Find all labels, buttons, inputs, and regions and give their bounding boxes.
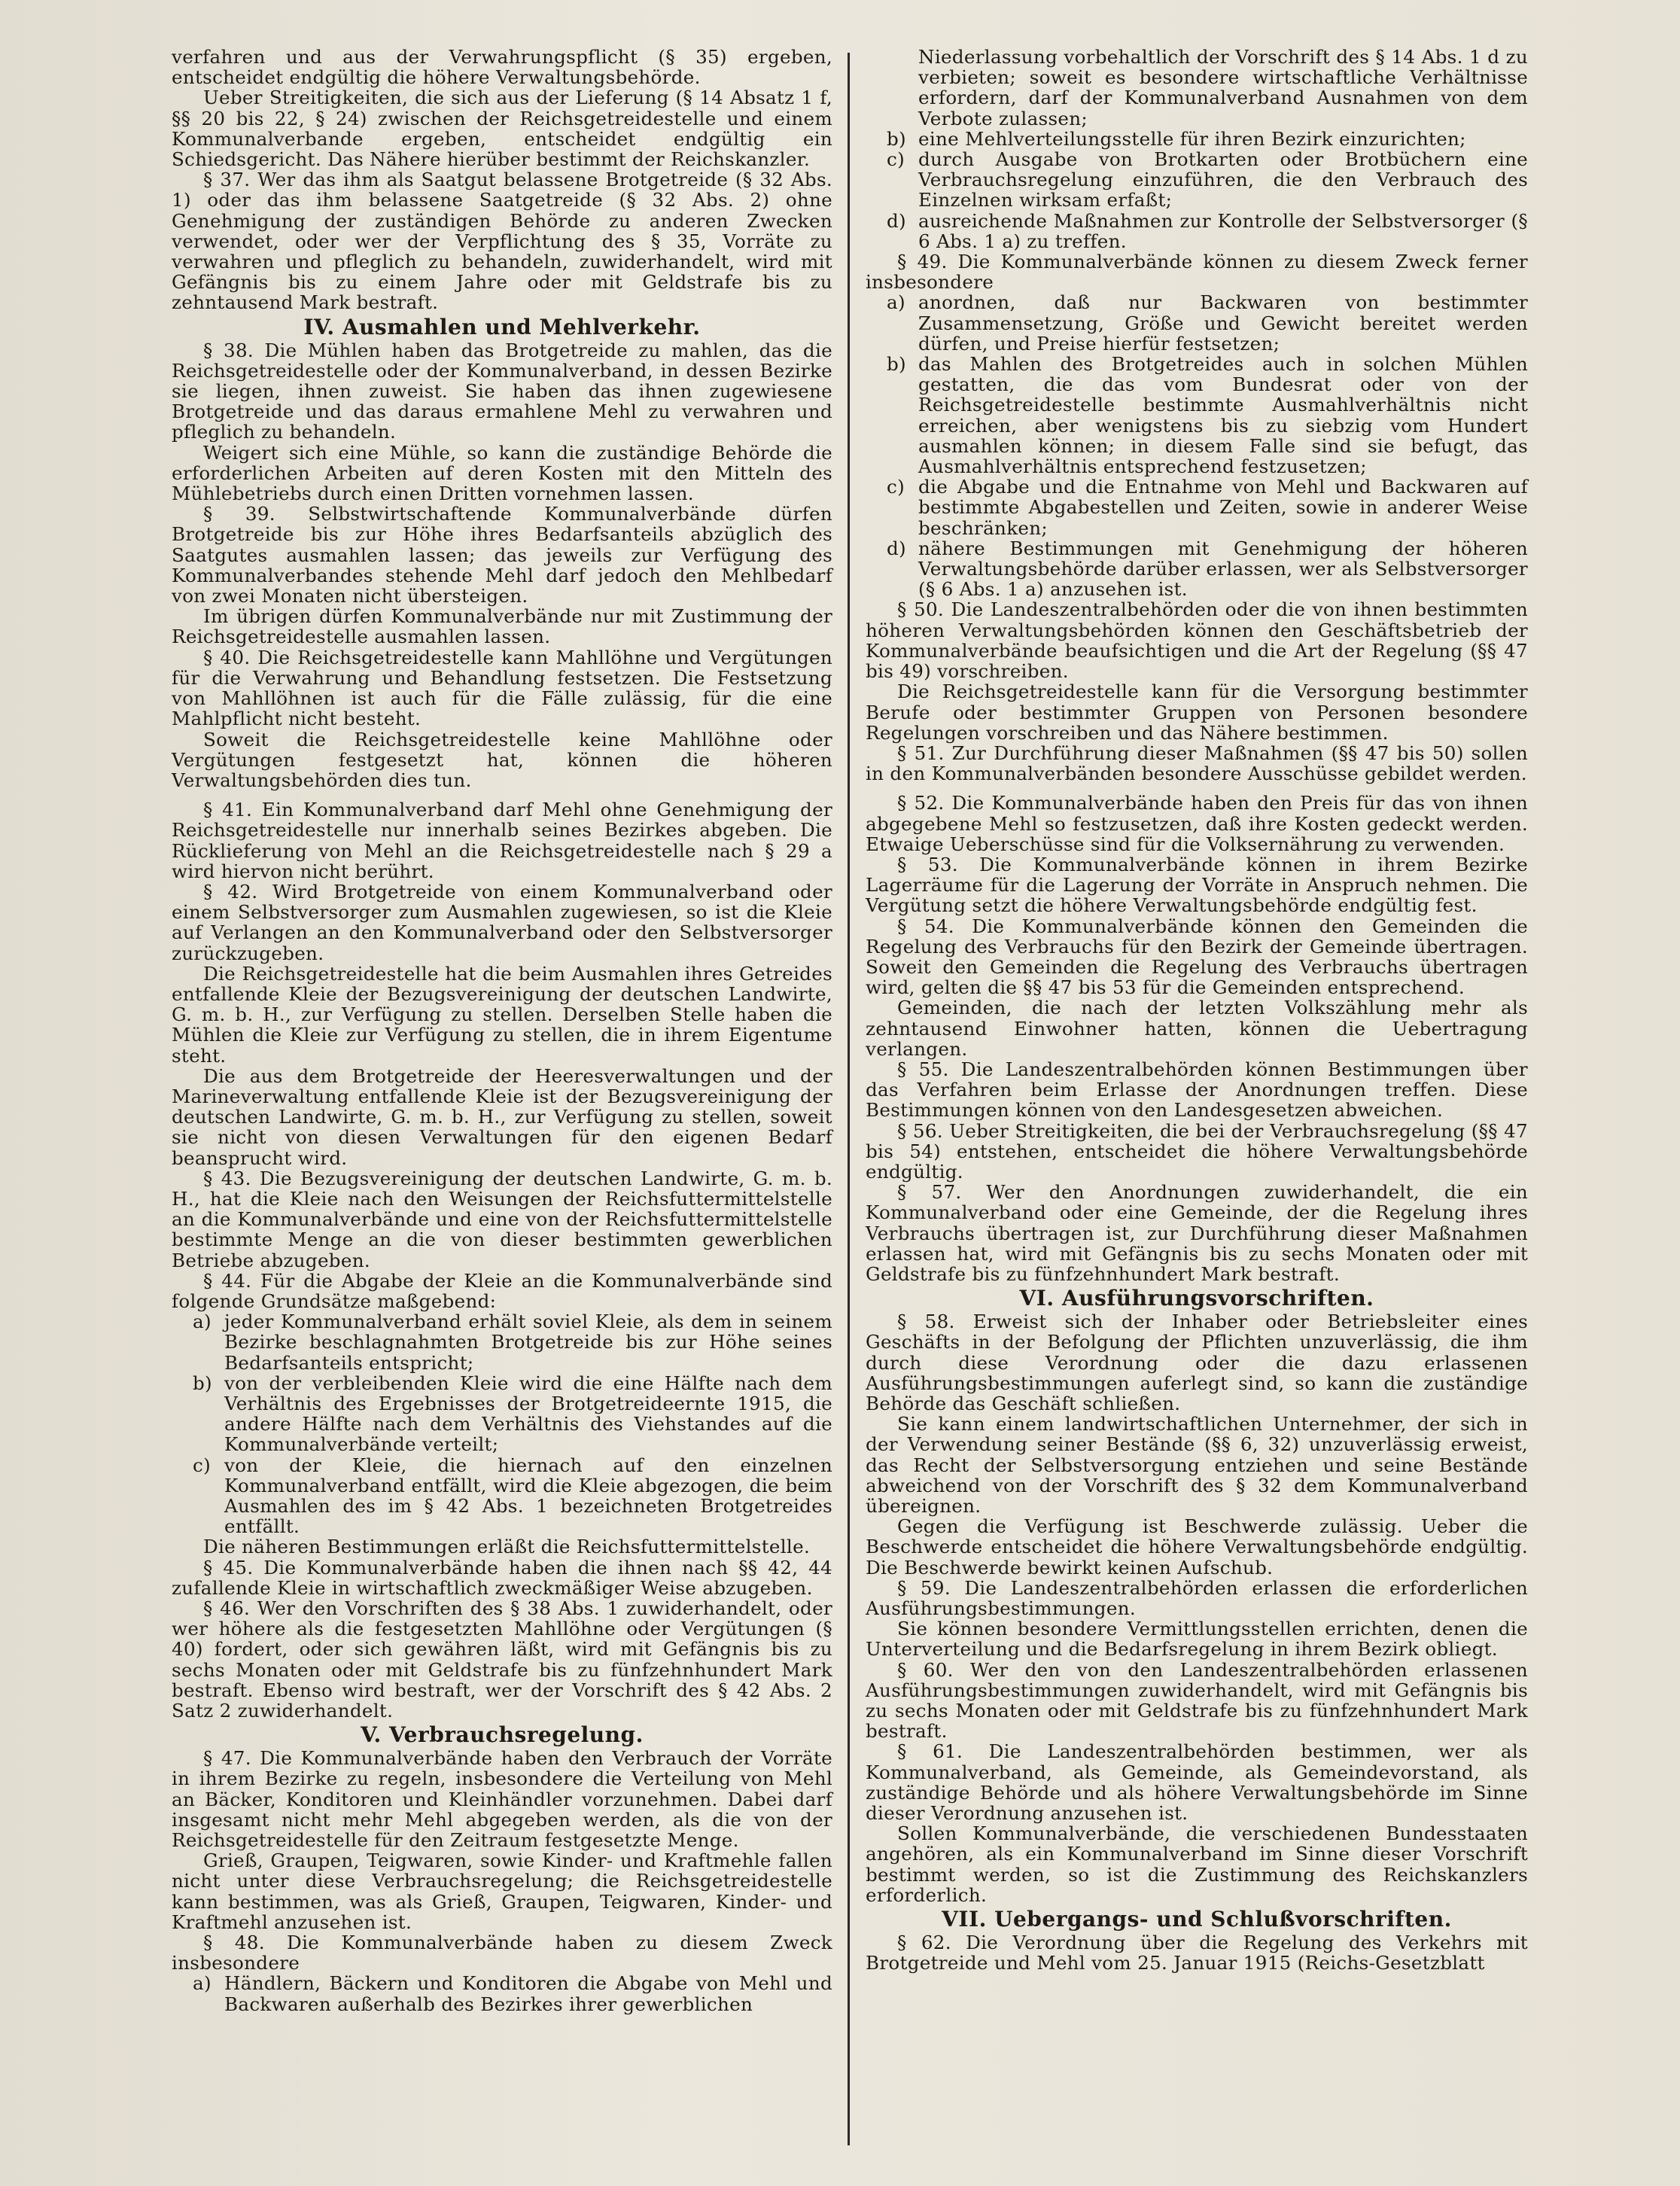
list-item: a) anordnen, daß nur Backwaren von bestimmter Zusammensetzung, Größe und Gewicht bereitet werden dürfen, und Preise hierfür festsetzen; bbox=[887, 291, 1528, 355]
paragraph-section-60: § 60. Wer den von den Landeszentralbehörden erlassenen Ausführungsbestimmungen zuwiderhandelt, wird mit Gefängnis bis zu sechs Monaten oder mit Geldstrafe bis zu fünfzehnhundert Mark bestraft. bbox=[866, 1658, 1528, 1743]
paragraph: verfahren und aus der Verwahrungspflicht (§ 35) ergeben, entscheidet endgültig die höhere Verwaltungsbehörde. bbox=[172, 46, 832, 89]
paragraph-section-46: § 46. Wer den Vorschriften des § 38 Abs. 1 zuwiderhandelt, oder wer höhere als die festgesetzten Mahllöhne oder Vergütungen (§ 40) fordert, oder sich gewähren läßt, wird mit Gefängnis bis zu sechs Monaten oder mit Geldstrafe bis zu fünfzehnhundert Mark bestraft. Ebenso wird bestraft, wer der Vorschrift des § 42 Abs. 2 Satz 2 zuwiderhandelt. bbox=[172, 1597, 832, 1722]
paragraph-section-42: § 42. Wird Brotgetreide von einem Kommunalverband oder einem Selbstversorger zum Ausmahlen zugewiesen, so ist die Kleie auf Verlangen an den Kommunalverband oder den Selbstversorger zurückzugeben. bbox=[172, 880, 832, 964]
list-item: b) eine Mehlverteilungsstelle für ihren Bezirk einzurichten; bbox=[887, 127, 1466, 150]
list-item: d) nähere Bestimmungen mit Genehmigung der höheren Verwaltungsbehörde darüber erlassen, wer als Selbstversorger (§ 6 Abs. 1 a) anzusehen ist. bbox=[887, 537, 1528, 601]
paragraph-section-58: § 58. Erweist sich der Inhaber oder Betriebsleiter eines Geschäfts in der Befolgung der Pflichten unzuverlässig, die ihm durch diese Verordnung oder die dazu erlassenen Ausführungsbestimmungen auferlegt sind, so kann die zuständige Behörde das Geschäft schließen. bbox=[866, 1311, 1528, 1414]
paragraph-section-50: § 50. Die Landeszentralbehörden oder die von ihnen bestimmten höheren Verwaltungsbehörden können den Geschäftsbetrieb der Kommunalverbände beaufsichtigen und die Art der Regelung (§§ 47 bis 49) vorschreiben. bbox=[866, 598, 1528, 683]
paragraph: Die Reichsgetreidestelle kann für die Versorgung bestimmter Berufe oder bestimmter Gruppen von Personen besondere Regelungen vorschreiben und das Nähere bestimmen. bbox=[866, 680, 1528, 744]
paragraph-section-61: § 61. Die Landeszentralbehörden bestimmen, wer als Kommunalverband, als Gemeinde, als Gemeindevorstand, als zuständige Behörde und als höhere Verwaltungsbehörde im Sinne dieser Verordnung anzusehen ist. bbox=[866, 1740, 1528, 1825]
paragraph-section-56: § 56. Ueber Streitigkeiten, die bei der Verbrauchsregelung (§§ 47 bis 54) entstehen, entscheidet die höhere Verwaltungsbehörde endgültig. bbox=[866, 1119, 1528, 1183]
left-column bbox=[172, 47, 832, 2014]
list-item: a) Händlern, Bäckern und Konditoren die Abgabe von Mehl und Backwaren außerhalb des Bezirkes ihrer gewerblichen bbox=[193, 1972, 832, 2015]
paragraph-section-40: § 40. Die Reichsgetreidestelle kann Mahllöhne und Vergütungen für die Verwahrung und Behandlung festsetzen. Die Festsetzung von Mahllöhnen ist auch für die Fälle zulässig, für die eine Mahlpflicht nicht besteht. bbox=[172, 646, 832, 730]
paragraph: Grieß, Graupen, Teigwaren, sowie Kinder- und Kraftmehle fallen nicht unter diese Verbrauchsregelung; die Reichsgetreidestelle kann bestimmen, was als Grieß, Graupen, Teigwaren, Kinder- und Kraftmehl anzusehen ist. bbox=[172, 1850, 832, 1933]
paragraph-section-55: § 55. Die Landeszentralbehörden können Bestimmungen über das Verfahren beim Erlasse der Anordnungen treffen. Diese Bestimmungen können von den Landesgesetzen abweichen. bbox=[866, 1058, 1528, 1122]
list-item: c) die Abgabe und die Entnahme von Mehl und Backwaren auf bestimmte Abgabestellen und Zeiten, sowie in anderer Weise beschränken; bbox=[887, 476, 1528, 539]
paragraph: Ueber Streitigkeiten, die sich aus der Lieferung (§ 14 Absatz 1 f, §§ 20 bis 22, § 24) zwischen der Reichsgetreidestelle und einem Kommunalverbande ergeben, entscheidet endgültig ein Schiedsgericht. Das Nähere hierüber bestimmt der Reichskanzler. bbox=[172, 87, 832, 171]
paragraph: Im übrigen dürfen Kommunalverbände nur mit Zustimmung der Reichsgetreidestelle ausmahlen lassen. bbox=[172, 605, 832, 648]
paragraph-section-39: § 39. Selbstwirtschaftende Kommunalverbände dürfen Brotgetreide bis zur Höhe ihres Bedarfsanteils abzüglich des Saatgutes ausmahlen lassen; das jeweils zur Verfügung des Kommunalverbandes stehende Mehl darf jedoch den Mehlbedarf von zwei Monaten nicht übersteigen. bbox=[172, 503, 832, 607]
paragraph-section-53: § 53. Die Kommunalverbände können in ihrem Bezirke Lagerräume für die Lagerung der Vorräte in Anspruch nehmen. Die Vergütung setzt die höhere Verwaltungsbehörde endgültig fest. bbox=[866, 853, 1528, 917]
paragraph-section-48: § 48. Die Kommunalverbände haben zu diesem Zweck insbesondere bbox=[172, 1932, 832, 1974]
paragraph-section-57: § 57. Wer den Anordnungen zuwiderhandelt, die ein Kommunalverband oder eine Gemeinde, der die Regelung ihres Verbrauchs übertragen ist, zur Durchführung dieser Maßnahmen erlassen hat, wird mit Gefängnis bis zu sechs Monaten oder mit Geldstrafe bis zu fünfzehnhundert Mark bestraft. bbox=[866, 1181, 1528, 1285]
list-item-continued: Niederlassung vorbehaltlich der Vorschrift des § 14 Abs. 1 d zu verbieten; soweit es besondere wirtschaftliche Verhältnisse erfordern, darf der Kommunalverband Ausnahmen von dem Verbote zulassen; bbox=[918, 46, 1528, 129]
paragraph-section-51: § 51. Zur Durchführung dieser Maßnahmen (§§ 47 bis 50) sollen in den Kommunalverbänden besondere Ausschüsse gebildet werden. bbox=[866, 741, 1528, 785]
paragraph-section-47: § 47. Die Kommunalverbände haben den Verbrauch der Vorräte in ihrem Bezirke zu regeln, insbesondere die Verteilung von Mehl an Bäcker, Konditoren und Kleinhändler vorzunehmen. Dabei darf insgesamt nicht mehr Mehl abgegeben werden, als die von der Reichsgetreidestelle für den Zeitraum festgesetzte Menge. bbox=[172, 1747, 832, 1852]
heading-section-iv: IV. Ausmahlen und Mehlverkehr. bbox=[303, 314, 701, 339]
paragraph: Sie kann einem landwirtschaftlichen Unternehmer, der sich in der Verwendung seiner Bestände (§§ 6, 32) unzuverlässig erweist, das Recht der Selbstversorgung entziehen und seine Bestände abweichend von der Vorschrift des § 32 dem Kommunalverband übereignen. bbox=[866, 1413, 1528, 1518]
paragraph: Gegen die Verfügung ist Beschwerde zulässig. Ueber die Beschwerde entscheidet die höhere Verwaltungsbehörde endgültig. Die Beschwerde bewirkt keinen Aufschub. bbox=[866, 1515, 1528, 1579]
column-divider bbox=[848, 53, 850, 2145]
paragraph-section-38: § 38. Die Mühlen haben das Brotgetreide zu mahlen, das die Reichsgetreidestelle oder der Kommunalverband, in dessen Bezirke sie liegen, ihnen zuweist. Sie haben das ihnen zugewiesene Brotgetreide und das daraus ermahlene Mehl zu verwahren und pfleglich zu behandeln. bbox=[172, 339, 832, 443]
paragraph-section-62: § 62. Die Verordnung über die Regelung des Verkehrs mit Brotgetreide und Mehl vom 25. Januar 1915 (Reichs-Gesetzblatt bbox=[866, 1932, 1528, 1974]
paragraph-section-41: § 41. Ein Kommunalverband darf Mehl ohne Genehmigung der Reichsgetreidestelle nur innerhalb seines Bezirkes abgeben. Die Rücklieferung von Mehl an die Reichsgetreidestelle nach § 29 a wird hiervon nicht berührt. bbox=[172, 799, 832, 882]
paragraph-section-44: § 44. Für die Abgabe der Kleie an die Kommunalverbände sind folgende Grundsätze maßgebend: bbox=[172, 1269, 832, 1312]
paragraph: Die näheren Bestimmungen erläßt die Reichsfuttermittelstelle. bbox=[203, 1536, 811, 1558]
list-item: a) jeder Kommunalverband erhält soviel Kleie, als dem in seinem Bezirke beschlagnahmten Brotgetreide bis zur Höhe seines Bedarfsanteils entspricht; bbox=[193, 1311, 832, 1374]
paragraph-section-52: § 52. Die Kommunalverbände haben den Preis für das von ihnen abgegebene Mehl so festzusetzen, daß ihre Kosten gedeckt werden. Etwaige Ueberschüsse sind für die Volksernährung zu verwenden. bbox=[866, 792, 1528, 855]
paragraph-section-43: § 43. Die Bezugsvereinigung der deutschen Landwirte, G. m. b. H., hat die Kleie nach den Weisungen der Reichsfuttermittelstelle an die Kommunalverbände und eine von der Reichsfuttermittelstelle bestimmte Menge an die von dieser bestimmten gewerblichen Betriebe abzugeben. bbox=[172, 1167, 832, 1271]
paragraph-section-59: § 59. Die Landeszentralbehörden erlassen die erforderlichen Ausführungsbestimmungen. bbox=[866, 1576, 1528, 1620]
paragraph: Soweit die Reichsgetreidestelle keine Mahllöhne oder Vergütungen festgesetzt hat, können die höheren Verwaltungsbehörden dies tun. bbox=[172, 728, 832, 791]
paragraph: Die aus dem Brotgetreide der Heeresverwaltungen und der Marineverwaltung entfallende Kleie ist der Bezugsvereinigung der deutschen Landwirte, G. m. b. H., zur Verfügung zu stellen, soweit sie nicht von diesen Verwaltungen für den eigenen Bedarf beansprucht wird. bbox=[172, 1064, 832, 1169]
list-item: c) von der Kleie, die hiernach auf den einzelnen Kommunalverband entfällt, wird die Kleie abgezogen, die beim Ausmahlen des im § 42 Abs. 1 bezeichneten Brotgetreides entfällt. bbox=[193, 1454, 832, 1538]
paragraph-section-49: § 49. Die Kommunalverbände können zu diesem Zweck ferner insbesondere bbox=[866, 251, 1528, 294]
heading-section-vi: VI. Ausführungsvorschriften. bbox=[1019, 1286, 1374, 1311]
paragraph: Weigert sich eine Mühle, so kann die zuständige Behörde die erforderlichen Arbeiten auf deren Kosten mit den Mitteln des Mühlebetriebs durch einen Dritten vornehmen lassen. bbox=[172, 441, 832, 505]
paragraph: Sie können besondere Vermittlungsstellen errichten, denen die Unterverteilung und die Bedarfsregelung in ihrem Bezirk obliegt. bbox=[866, 1618, 1528, 1661]
paragraph: Sollen Kommunalverbände, die verschiedenen Bundesstaaten angehören, als ein Kommunalverband im Sinne dieser Vorschrift bestimmt werden, so ist die Zustimmung des Reichskanzlers erforderlich. bbox=[866, 1822, 1528, 1906]
list-item: c) durch Ausgabe von Brotkarten oder Brotbüchern eine Verbrauchsregelung einzuführen, die den Verbrauch des Einzelnen wirksam erfaßt; bbox=[887, 148, 1528, 212]
list-item: b) das Mahlen des Brotgetreides auch in solchen Mühlen gestatten, die das vom Bundesrat oder von der Reichsgetreidestelle bestimmte Ausmahlverhältnis nicht erreichen, aber wenigstens bis zu siebzig vom Hundert ausmahlen können; in diesem Falle sind sie befugt, das Ausmahlverhältnis entsprechend festzusetzen; bbox=[887, 353, 1528, 478]
right-column bbox=[866, 47, 1528, 1973]
heading-section-v: V. Verbrauchsregelung. bbox=[361, 1722, 644, 1748]
paragraph-section-45: § 45. Die Kommunalverbände haben die ihnen nach §§ 42, 44 zufallende Kleie in wirtschaftlich zweckmäßiger Weise abzugeben. bbox=[172, 1556, 832, 1599]
paragraph: Die Reichsgetreidestelle hat die beim Ausmahlen ihres Getreides entfallende Kleie der Bezugsvereinigung der deutschen Landwirte, G. m. b. H., zur Verfügung zu stellen. Derselben Stelle haben die Mühlen die Kleie zur Verfügung zu stellen, die in ihrem Eigentume steht. bbox=[172, 962, 832, 1067]
paragraph-section-54: § 54. Die Kommunalverbände können den Gemeinden die Regelung des Verbrauchs für den Bezirk der Gemeinde übertragen. Soweit den Gemeinden die Regelung des Verbrauchs übertragen wird, gelten die §§ 47 bis 53 für die Gemeinden entsprechend. bbox=[866, 915, 1528, 999]
heading-section-vii: VII. Uebergangs- und Schlußvorschriften. bbox=[942, 1907, 1452, 1932]
list-item: b) von der verbleibenden Kleie wird die eine Hälfte nach dem Verhältnis des Ergebnisses der Brotgetreideernte 1915, die andere Hälfte nach dem Verhältnis des Viehstandes auf die Kommunalverbände verteilt; bbox=[193, 1372, 832, 1456]
paragraph-section-37: § 37. Wer das ihm als Saatgut belassene Brotgetreide (§ 32 Abs. 1) oder das ihm belassene Saatgetreide (§ 32 Abs. 2) ohne Genehmigung der zuständigen Behörde zu anderen Zwecken verwendet, oder wer der Verpflichtung des § 35, Vorräte zu verwahren und pfleglich zu behandeln, zuwiderhandelt, wird mit Gefängnis bis zu einem Jahre oder mit Geldstrafe bis zu zehntausend Mark bestraft. bbox=[172, 169, 832, 314]
list-item: d) ausreichende Maßnahmen zur Kontrolle der Selbstversorger (§ 6 Abs. 1 a) zu treffen. bbox=[887, 209, 1528, 252]
paragraph: Gemeinden, die nach der letzten Volkszählung mehr als zehntausend Einwohner hatten, können die Uebertragung verlangen. bbox=[866, 997, 1528, 1060]
